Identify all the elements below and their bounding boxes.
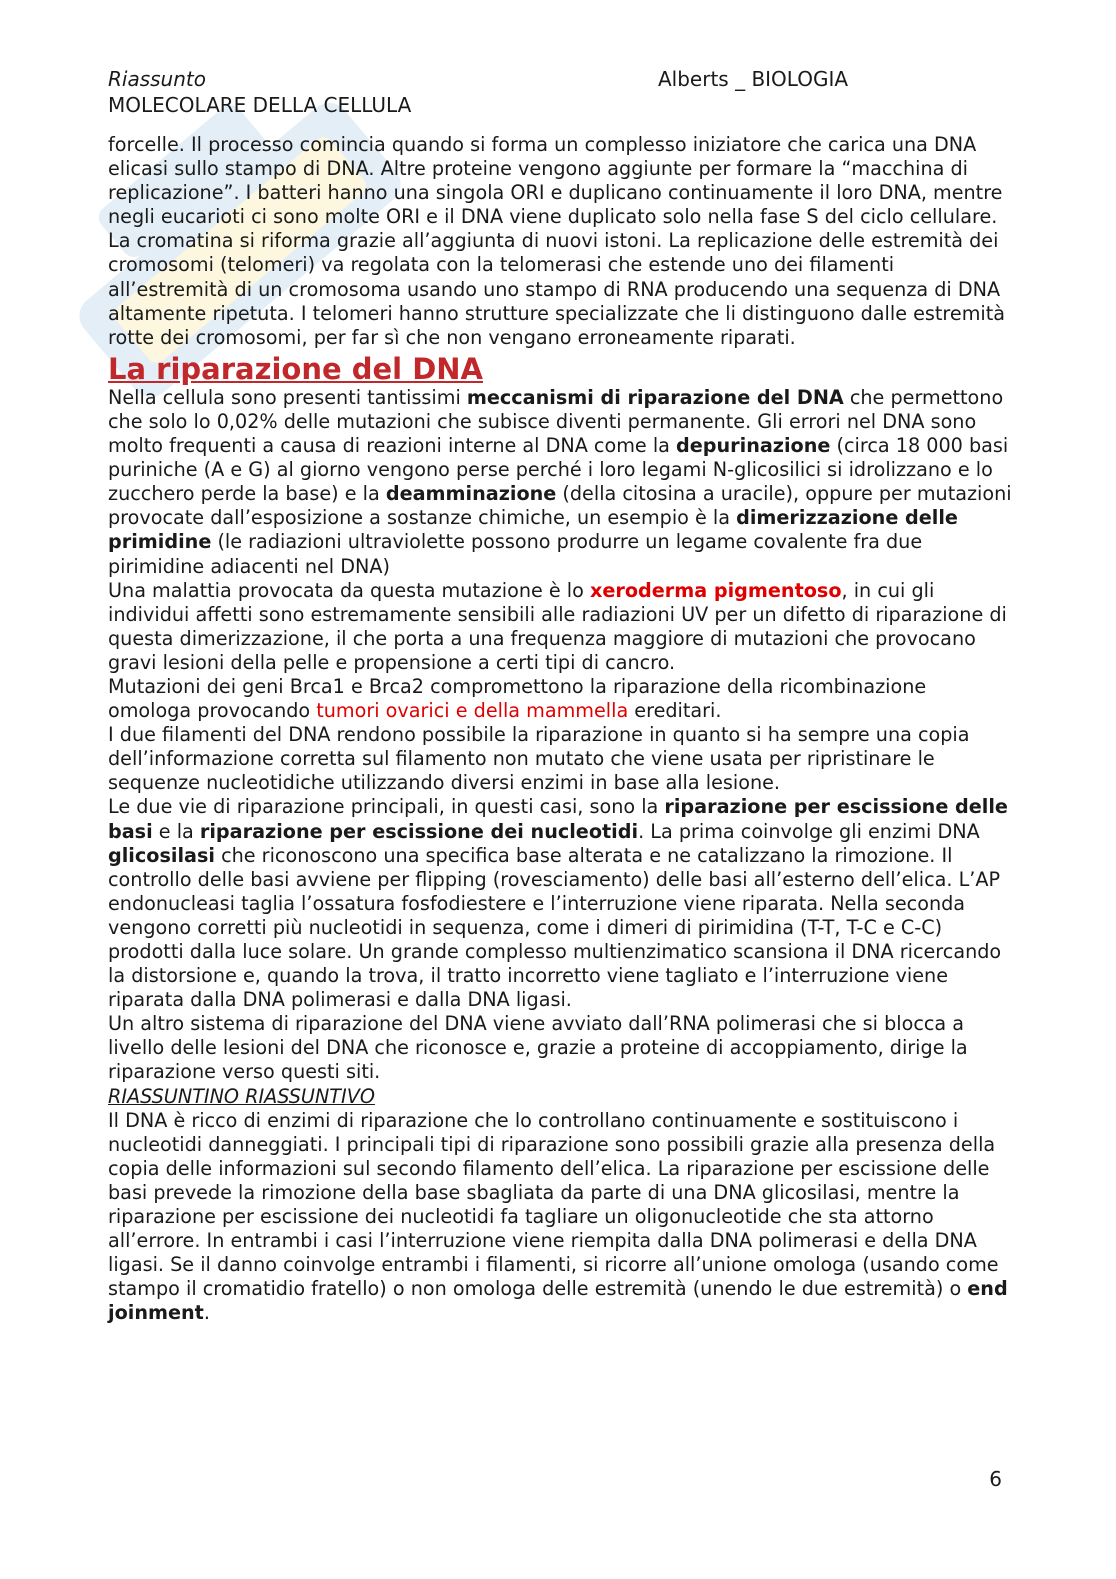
paragraph-summary: Il DNA è ricco di enzimi di riparazione che lo controllano continuamente e sostituiscono i nucleotidi danneggiati. I principali tipi di riparazione sono possibili grazie alla presenza della copia delle informazioni sul secondo filamento dell’elica. La riparazione per escissione delle basi prevede la rimozione della base sbagliata da parte di una DNA glicosilasi, mentre la riparazione per escissione dei nucleotidi fa tagliare un oligonucleotide che sta attorno all’errore. In entrambi i casi l’interruzione viene riempita dalla DNA polimerasi e della DNA ligasi. Se il danno coinvolge entrambi i filamenti, si ricorre all’unione omologa (usando come stampo il cromatidio fratello) o non omologa delle estremità (unendo le due estremità) o end joinment. bbox=[108, 1108, 1008, 1325]
bold-term: riparazione per escissione dei nucleotidi bbox=[199, 819, 639, 843]
section-title: La riparazione del DNA bbox=[108, 351, 483, 386]
paragraph-two-strands: I due filamenti del DNA rendono possibile la riparazione in quanto si ha sempre una copia dell’informazione corretta sul filamento non mutato che viene usata per ripristinare le sequenze nucleotidiche utilizzando diversi enzimi in base alla lesione. bbox=[108, 723, 970, 795]
document-body bbox=[108, 133, 1013, 1326]
bold-term: deamminazione bbox=[385, 482, 557, 506]
bold-term: dimerizzazione delle primidine bbox=[108, 506, 958, 554]
summary-title: RIASSUNTINO RIASSUNTIVO bbox=[108, 1084, 375, 1108]
highlight-term: xeroderma pigmentoso bbox=[589, 578, 842, 602]
page-header bbox=[108, 66, 1008, 118]
header-book-title: Alberts _ BIOLOGIA bbox=[658, 67, 849, 91]
paragraph-brca: Mutazioni dei geni Brca1 e Brca2 compromettono la riparazione della ricombinazione omologa provocando tumori ovarici e della mammella ereditari. bbox=[108, 674, 927, 723]
header-title-line2: MOLECOLARE DELLA CELLULA bbox=[108, 93, 412, 117]
bold-term: riparazione per escissione delle basi bbox=[108, 795, 1008, 843]
header-title-line1: Riassunto bbox=[108, 67, 206, 91]
bold-term: depurinazione bbox=[676, 434, 831, 458]
bold-term: meccanismi di riparazione del DNA bbox=[466, 385, 844, 409]
page-number: 6 bbox=[989, 1467, 1002, 1491]
highlight-term: tumori ovarici e della mammella bbox=[316, 699, 629, 723]
paragraph-excision-repair: Le due vie di riparazione principali, in questi casi, sono la riparazione per escissione delle basi e la riparazione per escissione dei nucleotidi. La prima coinvolge gli enzimi DNA glicosilasi che riconoscono una specifica base alterata e ne catalizzano la rimozione. Il controllo delle basi avviene per flipping (rovesciamento) delle basi all’esterno dell’elica. L’AP endonucleasi taglia l’ossatura fosfodiestere e l’interruzione viene riparata. Nella seconda vengono corretti più nucleotidi in sequenza, come i dimeri di pirimidina (T-T, T-C e C-C) prodotti dalla luce solare. Un grande complesso multienzimatico scansiona il DNA ricercando la distorsione e, quando la trova, il tratto incorretto viene tagliato e l’interruzione viene riparata dalla DNA polimerasi e dalla DNA ligasi. bbox=[108, 795, 1008, 1012]
bold-term: end joinment bbox=[108, 1277, 1008, 1325]
bold-term: glicosilasi bbox=[108, 843, 215, 867]
paragraph-repair-mechanisms: Nella cellula sono presenti tantissimi meccanismi di riparazione del DNA che permettono che solo lo 0,02% delle mutazioni che subisce diventi permanente. Gli errori nel DNA sono molto frequenti a causa di reazioni interne al DNA come la depurinazione (circa 18 000 basi puriniche (A e G) al giorno vengono perse perché i loro legami N-glicosilici si idrolizzano e lo zucchero perde la base) e la deamminazione (della citosina a uracile), oppure per mutazioni provocate dall’esposizione a sostanze chimiche, un esempio è la dimerizzazione delle primidine (le radiazioni ultraviolette possono produrre un legame covalente fra due pirimidine adiacenti nel DNA) bbox=[108, 385, 1012, 578]
paragraph-xeroderma: Una malattia provocata da questa mutazione è lo xeroderma pigmentoso, in cui gli individui affetti sono estremamente sensibili alle radiazioni UV per un difetto di riparazione di questa dimerizzazione, il che porta a una frequenza maggiore di mutazioni che provocano gravi lesioni della pelle e propensione a certi tipi di cancro. bbox=[108, 578, 1007, 674]
paragraph-rna-polymerase: Un altro sistema di riparazione del DNA viene avviato dall’RNA polimerasi che si blocca a livello delle lesioni del DNA che riconosce e, grazie a proteine di accoppiamento, dirige la riparazione verso questi siti. bbox=[108, 1012, 968, 1084]
intro-paragraph: forcelle. Il processo comincia quando si forma un complesso iniziatore che carica una DNA elicasi sullo stampo di DNA. Altre proteine vengono aggiunte per formare la “macchina di replicazione”. I batteri hanno una singola ORI e duplicano continuamente il loro DNA, mentre negli eucarioti ci sono molte ORI e il DNA viene duplicato solo nella fase S del ciclo cellulare. La cromatina si riforma grazie all’aggiunta di nuovi istoni. La replicazione delle estremità dei cromosomi (telomeri) va regolata con la telomerasi che estende uno dei filamenti all’estremità di un cromosoma usando uno stampo di RNA producendo una sequenza di DNA altamente ripetuta. I telomeri hanno strutture specializzate che li distinguono dalle estremità rotte dei cromosomi, per far sì che non vengano erroneamente riparati. bbox=[108, 133, 1006, 349]
